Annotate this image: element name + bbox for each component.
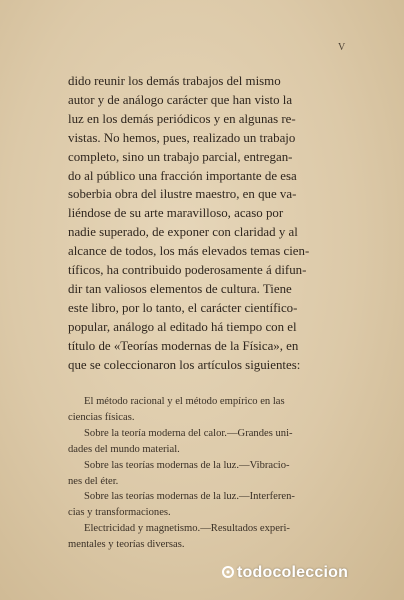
text-line: autor y de análogo carácter que han visto la: [68, 92, 293, 107]
article-list: [68, 394, 361, 553]
text-line: este libro, por lo tanto, el carácter científico-: [68, 300, 298, 315]
list-item-line: Sobre la teoría moderna del calor.—Grandes uni-: [84, 427, 293, 439]
text-line: completo, sino un trabajo parcial, entregan-: [68, 149, 293, 164]
list-item: [68, 458, 361, 490]
text-line: dir tan valiosos elementos de cultura. Tiene: [68, 281, 292, 296]
list-item-line: Sobre las teorías modernas de la luz.—Vibracio-: [84, 459, 290, 471]
list-item: [68, 521, 361, 553]
text-line: que se coleccionaron los artículos siguientes:: [68, 357, 301, 372]
watermark: [222, 564, 348, 582]
list-item-line: mentales y teorías diversas.: [68, 539, 185, 551]
text-line: alcance de todos, los más elevados temas cien-: [68, 244, 310, 259]
text-line: liéndose de su arte maravilloso, acaso por: [68, 206, 284, 221]
list-item-line: Electricidad y magnetismo.—Resultados experi-: [84, 523, 290, 535]
watermark-logo-icon: [222, 566, 234, 578]
list-item: [68, 489, 361, 521]
text-line: soberbia obra del ilustre maestro, en que va-: [68, 187, 297, 202]
list-item-line: cias y transformaciones.: [68, 507, 171, 519]
list-item-line: dades del mundo material.: [68, 443, 180, 455]
page-number: V: [338, 42, 347, 53]
text-line: popular, análogo al editado há tiempo con el: [68, 319, 297, 334]
text-line: dido reunir los demás trabajos del mismo: [68, 74, 281, 88]
body-paragraph: [68, 72, 359, 375]
list-item: [68, 394, 361, 426]
list-item-line: Sobre las teorías modernas de la luz.—Interferen-: [84, 491, 295, 503]
list-item: [68, 426, 361, 458]
text-line: luz en los demás periódicos y en algunas re-: [68, 111, 296, 126]
watermark-text: todocoleccion: [237, 564, 349, 581]
text-line: tíficos, ha contribuido poderosamente á difun-: [68, 263, 307, 278]
text-line: título de «Teorías modernas de la Física», en: [68, 338, 299, 353]
list-item-line: nes del éter.: [68, 475, 119, 487]
list-item-line: ciencias físicas.: [68, 411, 135, 423]
text-line: do al público una fracción importante de esa: [68, 168, 297, 183]
list-item-line: El método racional y el método empírico en las: [84, 396, 285, 407]
text-line: nadie superado, de exponer con claridad y al: [68, 225, 298, 240]
text-line: vistas. No hemos, pues, realizado un trabajo: [68, 130, 296, 145]
